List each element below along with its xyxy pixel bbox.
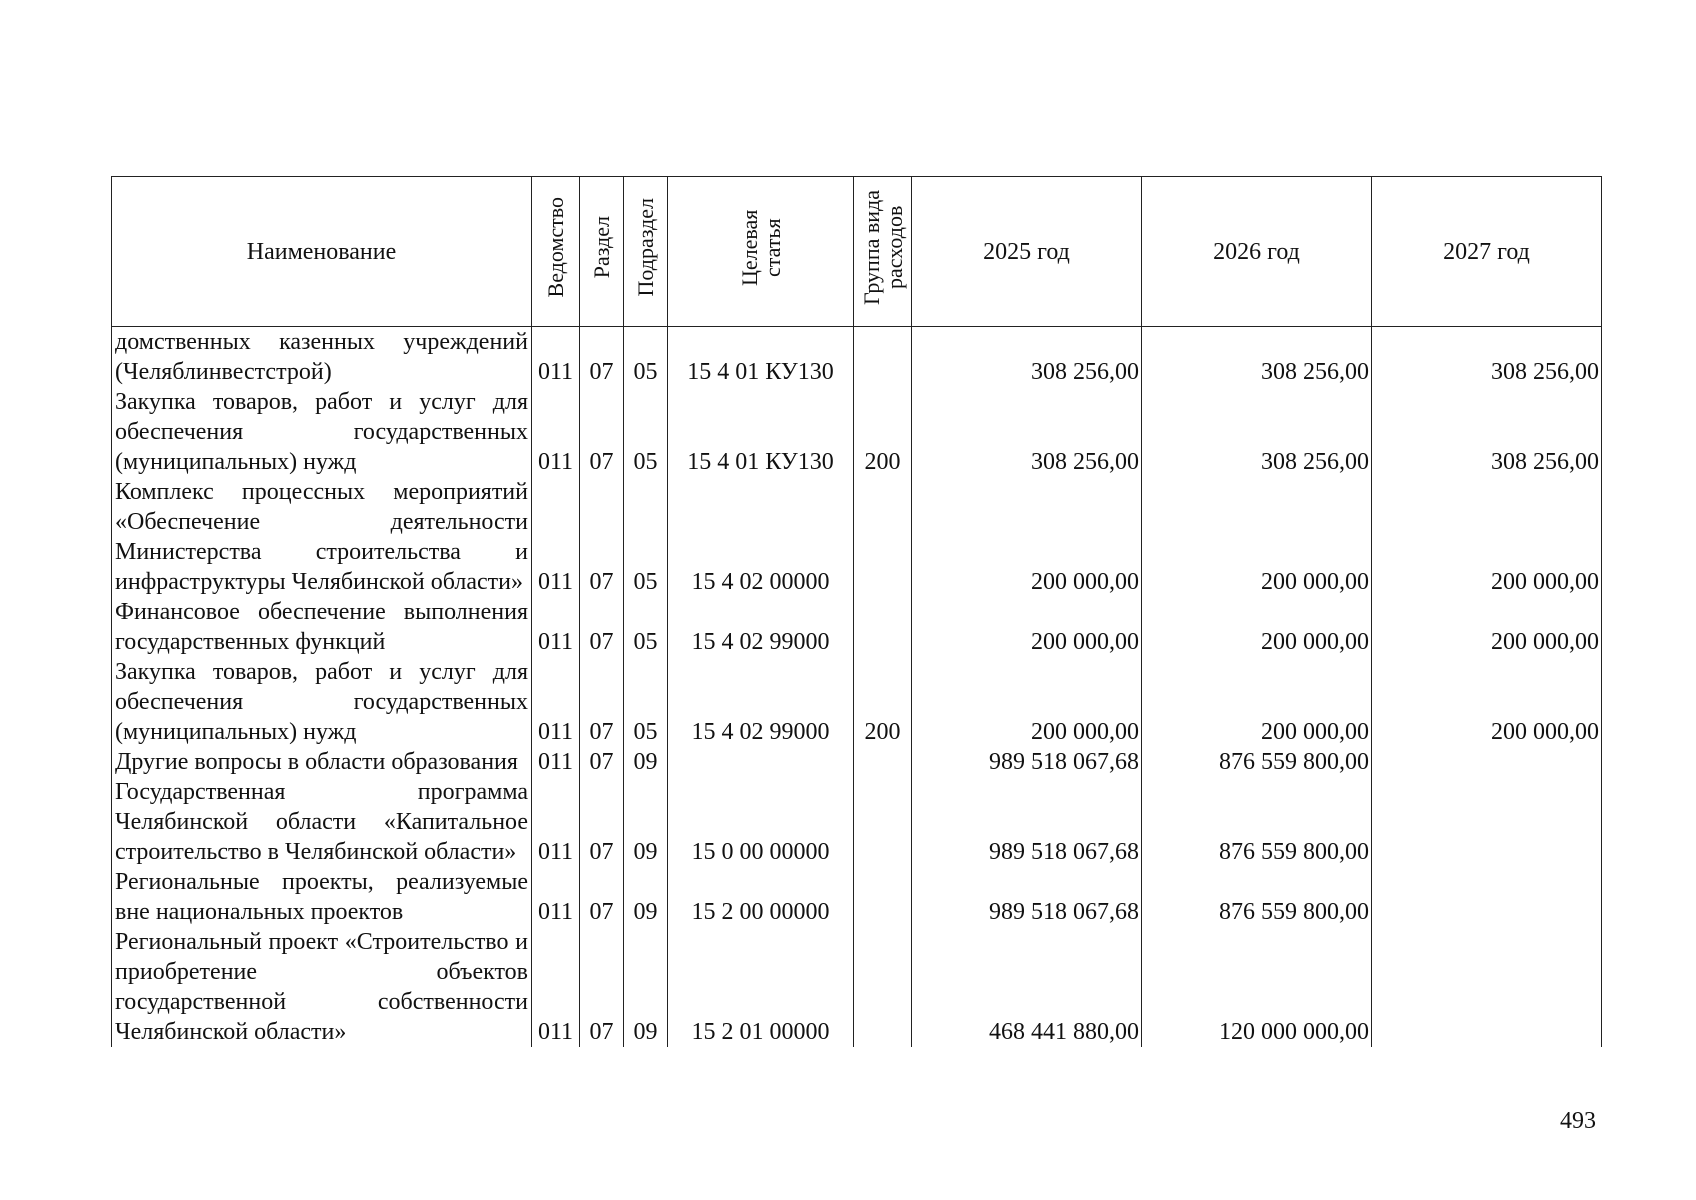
row-dept: 011 <box>532 867 580 927</box>
row-name: Комплекс процессных мероприятий «Обеспечение деятельности Министерства строительства и инфраструктуры Челябинской области» <box>112 477 532 597</box>
row-section: 07 <box>580 477 624 597</box>
table-row <box>112 747 1602 777</box>
table-row <box>112 387 1602 477</box>
row-target: 15 4 02 99000 <box>668 597 854 657</box>
row-section: 07 <box>580 747 624 777</box>
row-2027: 308 256,00 <box>1372 387 1602 477</box>
row-section: 07 <box>580 597 624 657</box>
row-name: Региональные проекты, реализуемые вне национальных проектов <box>112 867 532 927</box>
row-dept: 011 <box>532 657 580 747</box>
row-name: Региональный проект «Строительство и приобретение объектов государственной собственности Челябинской области» <box>112 927 532 1047</box>
header-2026: 2026 год <box>1142 177 1372 327</box>
header-2027: 2027 год <box>1372 177 1602 327</box>
row-2027: 200 000,00 <box>1372 477 1602 597</box>
row-2026: 876 559 800,00 <box>1142 867 1372 927</box>
table-header-row <box>112 177 1602 327</box>
row-2025: 989 518 067,68 <box>912 867 1142 927</box>
row-2027 <box>1372 747 1602 777</box>
header-subsection-label: Подраздел <box>633 198 658 297</box>
header-target <box>668 177 854 327</box>
row-dept: 011 <box>532 777 580 867</box>
row-target: 15 4 02 00000 <box>668 477 854 597</box>
row-subsection: 09 <box>624 777 668 867</box>
header-name: Наименование <box>112 177 532 327</box>
row-2025: 200 000,00 <box>912 657 1142 747</box>
table-row <box>112 657 1602 747</box>
row-target <box>668 747 854 777</box>
row-2027: 200 000,00 <box>1372 597 1602 657</box>
table-row <box>112 777 1602 867</box>
row-target: 15 4 02 99000 <box>668 657 854 747</box>
row-2025: 200 000,00 <box>912 477 1142 597</box>
row-group <box>854 477 912 597</box>
row-2027 <box>1372 867 1602 927</box>
row-2027: 200 000,00 <box>1372 657 1602 747</box>
header-dept-label: Ведомство <box>543 197 568 298</box>
row-dept: 011 <box>532 477 580 597</box>
row-2027 <box>1372 927 1602 1047</box>
row-section: 07 <box>580 777 624 867</box>
row-target: 15 4 01 КУ130 <box>668 387 854 477</box>
row-dept: 011 <box>532 927 580 1047</box>
header-dept <box>532 177 580 327</box>
row-group <box>854 747 912 777</box>
row-dept: 011 <box>532 327 580 388</box>
row-group <box>854 867 912 927</box>
row-2025: 468 441 880,00 <box>912 927 1142 1047</box>
row-2025: 308 256,00 <box>912 327 1142 388</box>
row-2026: 120 000 000,00 <box>1142 927 1372 1047</box>
row-group <box>854 597 912 657</box>
row-section: 07 <box>580 327 624 388</box>
table-row <box>112 477 1602 597</box>
row-name: Финансовое обеспечение выполнения государственных функций <box>112 597 532 657</box>
row-2025: 989 518 067,68 <box>912 747 1142 777</box>
row-2026: 200 000,00 <box>1142 657 1372 747</box>
row-2025: 989 518 067,68 <box>912 777 1142 867</box>
row-subsection: 05 <box>624 387 668 477</box>
row-group <box>854 327 912 388</box>
row-subsection: 05 <box>624 657 668 747</box>
header-section-label: Раздел <box>589 216 614 279</box>
row-subsection: 09 <box>624 927 668 1047</box>
row-subsection: 09 <box>624 867 668 927</box>
table-row <box>112 927 1602 1047</box>
table-row <box>112 867 1602 927</box>
row-2026: 876 559 800,00 <box>1142 777 1372 867</box>
row-2025: 200 000,00 <box>912 597 1142 657</box>
row-subsection: 05 <box>624 327 668 388</box>
row-subsection: 05 <box>624 477 668 597</box>
table-row <box>112 597 1602 657</box>
row-section: 07 <box>580 387 624 477</box>
row-section: 07 <box>580 657 624 747</box>
row-target: 15 0 00 00000 <box>668 777 854 867</box>
row-name: Закупка товаров, работ и услуг для обеспечения государственных (муниципальных) нужд <box>112 387 532 477</box>
row-target: 15 4 01 КУ130 <box>668 327 854 388</box>
row-section: 07 <box>580 867 624 927</box>
row-group <box>854 927 912 1047</box>
row-group: 200 <box>854 657 912 747</box>
row-2026: 308 256,00 <box>1142 327 1372 388</box>
row-group <box>854 777 912 867</box>
row-2026: 200 000,00 <box>1142 597 1372 657</box>
row-2026: 876 559 800,00 <box>1142 747 1372 777</box>
table-row <box>112 327 1602 388</box>
row-2026: 308 256,00 <box>1142 387 1372 477</box>
header-expense-group-label: Группа вида расходов <box>858 190 907 305</box>
header-expense-group <box>854 177 912 327</box>
row-2027 <box>1372 777 1602 867</box>
row-name: Государственная программа Челябинской области «Капитальное строительство в Челябинской области» <box>112 777 532 867</box>
row-name: домственных казенных учреждений (Челяблинвестстрой) <box>112 327 532 388</box>
budget-table <box>111 176 1602 1047</box>
row-2025: 308 256,00 <box>912 387 1142 477</box>
row-target: 15 2 00 00000 <box>668 867 854 927</box>
row-2026: 200 000,00 <box>1142 477 1372 597</box>
row-name: Закупка товаров, работ и услуг для обеспечения государственных (муниципальных) нужд <box>112 657 532 747</box>
row-dept: 011 <box>532 597 580 657</box>
row-dept: 011 <box>532 387 580 477</box>
row-dept: 011 <box>532 747 580 777</box>
header-2025: 2025 год <box>912 177 1142 327</box>
header-subsection <box>624 177 668 327</box>
header-target-label: Целевая статья <box>736 209 785 286</box>
row-section: 07 <box>580 927 624 1047</box>
row-2027: 308 256,00 <box>1372 327 1602 388</box>
header-section <box>580 177 624 327</box>
row-subsection: 05 <box>624 597 668 657</box>
budget-sheet <box>111 176 1601 1047</box>
row-target: 15 2 01 00000 <box>668 927 854 1047</box>
row-name: Другие вопросы в области образования <box>112 747 532 777</box>
row-group: 200 <box>854 387 912 477</box>
row-subsection: 09 <box>624 747 668 777</box>
page-number: 493 <box>1560 1108 1596 1134</box>
